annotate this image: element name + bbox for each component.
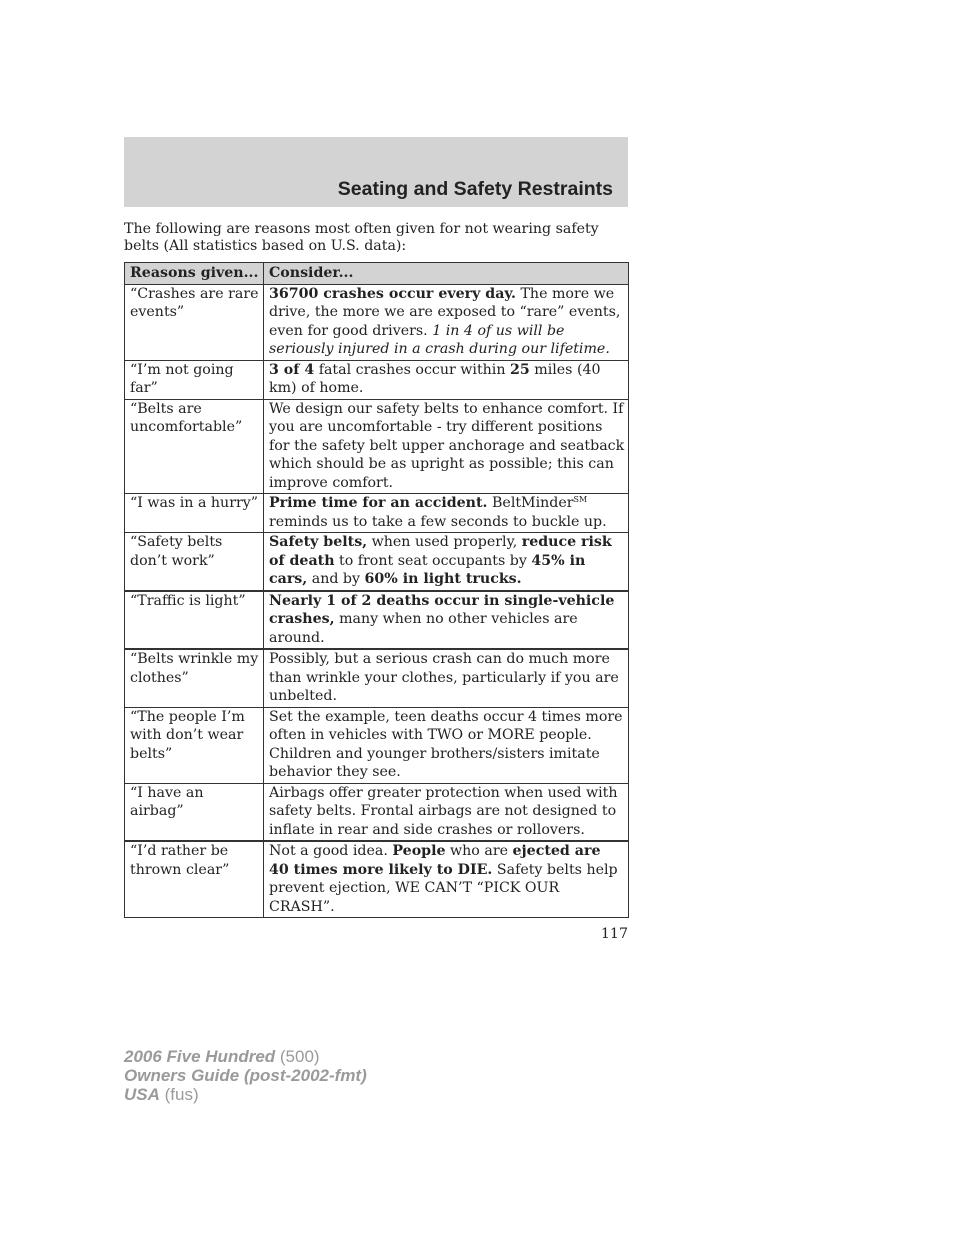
consider-text: 3 of 4 bbox=[269, 361, 315, 378]
service-mark: SM bbox=[573, 495, 588, 504]
consider-cell bbox=[264, 360, 629, 399]
reason-cell: “Crashes are rare events” bbox=[125, 284, 264, 360]
footer-model-code: (500) bbox=[275, 1047, 320, 1066]
consider-text: The more we drive, the more we are exposed to “rare” events, even for good drivers. bbox=[269, 285, 621, 339]
table-row bbox=[125, 284, 629, 360]
consider-text: Not a good idea. bbox=[269, 843, 393, 859]
consider-text: BeltMinder bbox=[487, 495, 574, 511]
table-row bbox=[125, 591, 629, 650]
consider-text: Airbags offer greater protection when used with safety belts. Frontal airbags are not designed to inflate in rear and side crashes or rollovers. bbox=[269, 784, 618, 838]
consider-cell bbox=[264, 649, 629, 707]
reason-cell: “I’m not going far” bbox=[125, 360, 264, 399]
table-body bbox=[125, 284, 629, 918]
consider-text: Possibly, but a serious crash can do much more than wrinkle your clothes, particularly if you are unbelted. bbox=[269, 651, 619, 704]
consider-text: Safety belts help prevent ejection, WE CAN’T “PICK OUR CRASH”. bbox=[269, 861, 618, 915]
consider-text: People bbox=[392, 843, 446, 859]
consider-cell bbox=[264, 707, 629, 783]
consider-text: 45% in cars, bbox=[269, 552, 586, 587]
reason-cell: “I have an airbag” bbox=[125, 783, 264, 841]
consider-text: reduce risk of death bbox=[269, 534, 612, 569]
footer-market: USA bbox=[124, 1085, 160, 1104]
section-title: Seating and Safety Restraints bbox=[337, 178, 613, 200]
consider-text: many when no other vehicles are around. bbox=[269, 611, 578, 646]
column-header-reasons: Reasons given... bbox=[125, 263, 264, 285]
footer-market-code: (fus) bbox=[159, 1085, 199, 1104]
document-footer bbox=[124, 1047, 367, 1104]
consider-cell bbox=[264, 841, 629, 918]
consider-text: when used properly, bbox=[367, 534, 522, 550]
consider-cell bbox=[264, 284, 629, 360]
consider-cell bbox=[264, 591, 629, 650]
consider-cell bbox=[264, 533, 629, 591]
table-row bbox=[125, 841, 629, 918]
consider-text: Prime time for an accident. bbox=[269, 495, 488, 511]
reason-cell: “Safety belts don’t work” bbox=[125, 533, 264, 591]
section-header-band bbox=[124, 137, 628, 207]
table-row bbox=[125, 399, 629, 494]
reason-cell: “I was in a hurry” bbox=[125, 494, 264, 533]
table-row bbox=[125, 707, 629, 783]
consider-text: 60% in light trucks. bbox=[364, 571, 522, 587]
footer-guide: Owners Guide (post-2002-fmt) bbox=[124, 1066, 367, 1085]
consider-cell bbox=[264, 494, 629, 533]
table-row bbox=[125, 494, 629, 533]
page-number: 117 bbox=[600, 926, 628, 942]
consider-text: 25 bbox=[510, 361, 530, 378]
consider-text: ejected are 40 times more likely to DIE. bbox=[269, 843, 601, 878]
consider-text: 36700 crashes occur every day. bbox=[269, 285, 516, 302]
consider-text: and by bbox=[307, 571, 365, 587]
consider-text: Safety belts, bbox=[269, 534, 368, 550]
consider-text: 1 in 4 of us will be seriously injured in a crash during our lifetime. bbox=[269, 322, 610, 357]
consider-cell bbox=[264, 399, 629, 494]
consider-text: who are bbox=[445, 843, 513, 859]
reason-cell: “I’d rather be thrown clear” bbox=[125, 841, 264, 918]
table-row bbox=[125, 360, 629, 399]
reason-cell: “Belts wrinkle my clothes” bbox=[125, 649, 264, 707]
consider-text: Nearly 1 of 2 deaths occur in single-vehicle crashes, bbox=[269, 592, 615, 627]
consider-text: Set the example, teen deaths occur 4 times more often in vehicles with TWO or MORE people. Children and younger brothers/sisters imitate behavior they see. bbox=[269, 708, 623, 780]
reason-cell: “Traffic is light” bbox=[125, 591, 264, 650]
footer-line-2 bbox=[124, 1066, 367, 1085]
reason-cell: “Belts are uncomfortable” bbox=[125, 399, 264, 494]
table-row bbox=[125, 783, 629, 841]
consider-text: We design our safety belts to enhance comfort. If you are uncomfortable - try different positions for the safety belt upper anchorage and seatback which should be as upright as possible; this can improve comfort. bbox=[269, 400, 625, 491]
consider-cell bbox=[264, 783, 629, 841]
consider-text: reminds us to take a few seconds to buckle up. bbox=[269, 513, 607, 530]
intro-paragraph: The following are reasons most often given for not wearing safety belts (All statistics based on U.S. data): bbox=[124, 221, 599, 254]
table-header-row bbox=[125, 263, 629, 285]
table-row bbox=[125, 649, 629, 707]
consider-text: to front seat occupants by bbox=[334, 552, 532, 569]
table-row bbox=[125, 533, 629, 591]
footer-line-3 bbox=[124, 1085, 367, 1104]
footer-line-1 bbox=[124, 1047, 367, 1066]
reason-cell: “The people I’m with don’t wear belts” bbox=[125, 707, 264, 783]
column-header-consider: Consider... bbox=[264, 263, 629, 285]
consider-text: miles (40 km) of home. bbox=[269, 361, 601, 396]
reasons-table bbox=[124, 262, 629, 918]
footer-model: 2006 Five Hundred bbox=[124, 1047, 276, 1066]
consider-text: fatal crashes occur within bbox=[314, 361, 510, 378]
